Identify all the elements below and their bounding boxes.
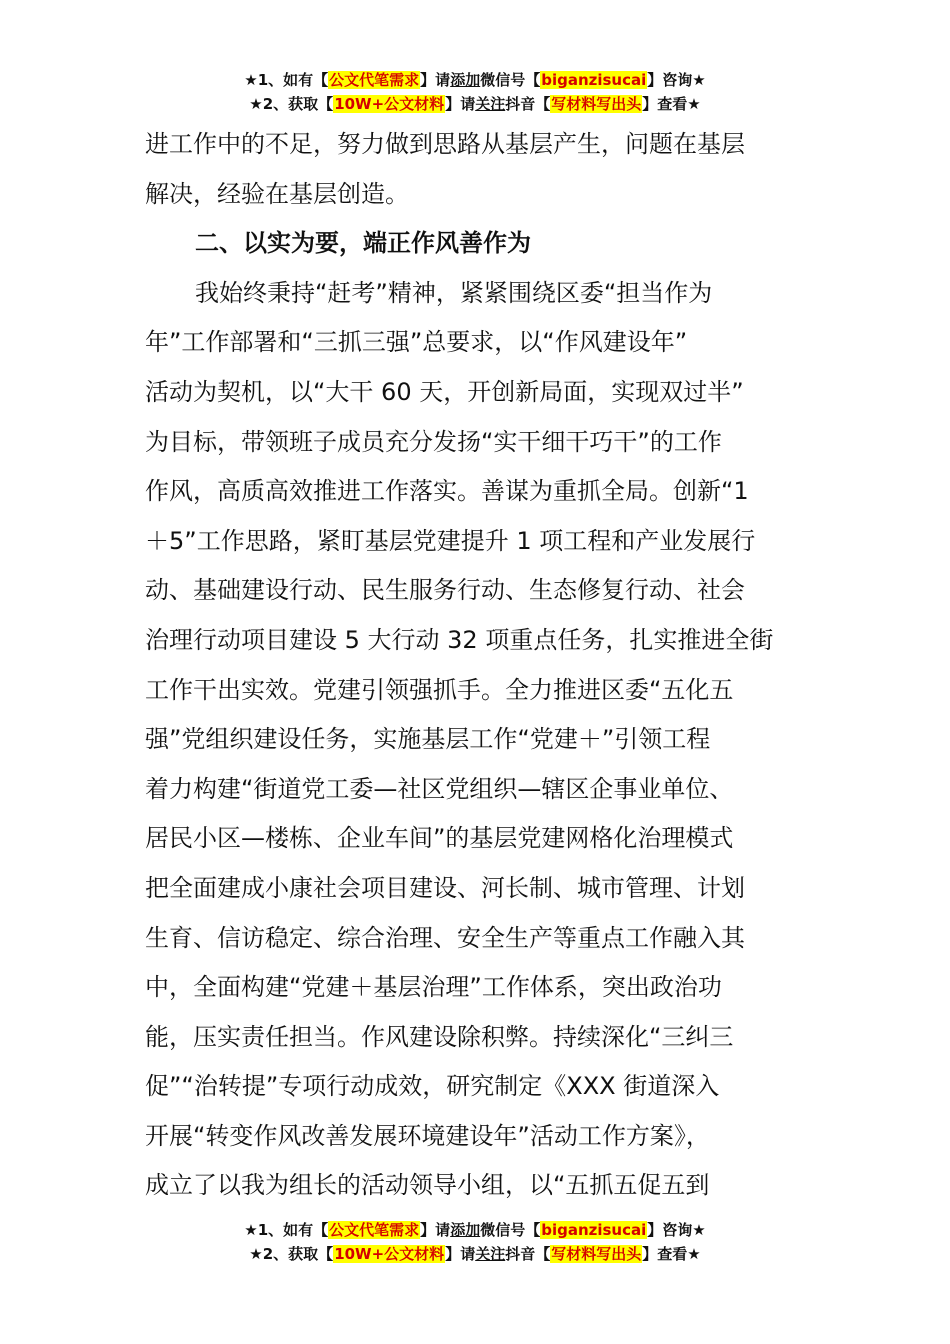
highlight-wechat-id: biganzisucai [541, 1221, 647, 1239]
banner-line-1 [0, 68, 950, 92]
paragraph-line: 把全面建成小康社会项目建设、河长制、城市管理、计划 [145, 873, 745, 902]
paragraph-line: 强”党组织建设任务，实施基层工作“党建＋”引领工程 [145, 725, 711, 754]
banner-line-1 [0, 1218, 950, 1242]
highlight-materials: 10W+公文材料 [334, 95, 445, 113]
section-heading: 二、以实为要，端正作风善作为 [195, 229, 531, 258]
paragraph-line: 活动为契机，以“大干 60 天，开创新局面，实现双过半” [145, 377, 744, 406]
document-body [145, 120, 810, 1211]
paragraph-line: 动、基础建设行动、民生服务行动、生态修复行动、社会 [145, 576, 745, 605]
banner-text: 】请 [445, 1245, 476, 1263]
banner-text: 】请 [445, 95, 476, 113]
banner-underline: 添加 [450, 1221, 481, 1239]
highlight-douyin: 写材料写出头 [551, 95, 642, 113]
paragraph-line: 生育、信访稳定、综合治理、安全生产等重点工作融入其 [145, 923, 745, 952]
banner-text: 】咨询★ [647, 71, 706, 89]
paragraph-line: 开展“转变作风改善发展环境建设年”活动工作方案》， [145, 1121, 710, 1150]
paragraph-line: ＋5”工作思路，紧盯基层党建提升 1 项工程和产业发展行 [145, 526, 756, 555]
banner-text: 】查看★ [642, 1245, 701, 1263]
paragraph-line: 工作干出实效。党建引领强抓手。全力推进区委“五化五 [145, 675, 734, 704]
highlight-douyin: 写材料写出头 [551, 1245, 642, 1263]
banner-underline: 关注 [475, 95, 506, 113]
banner-text: 】查看★ [642, 95, 701, 113]
paragraph-line: 能，压实责任担当。作风建设除积弊。持续深化“三纠三 [145, 1022, 734, 1051]
banner-text: 抖音【 [505, 1245, 551, 1263]
paragraph-line: 作风，高质高效推进工作落实。善谋为重抓全局。创新“1 [145, 477, 749, 506]
banner-line-2 [0, 1242, 950, 1266]
paragraph-line: 成立了以我为组长的活动领导小组，以“五抓五促五到 [145, 1171, 710, 1200]
paragraph-line: 年”工作部署和“三抓三强”总要求，以“作风建设年” [145, 328, 688, 357]
banner-text: ★1、如有【 [244, 1221, 329, 1239]
banner-text: 抖音【 [505, 95, 551, 113]
paragraph-line: 进工作中的不足，努力做到思路从基层产生，问题在基层 [145, 130, 745, 158]
paragraph-line: 促”“治转提”专项行动成效，研究制定《XXX 街道深入 [145, 1072, 720, 1101]
banner-text: 微信号【 [480, 1221, 541, 1239]
paragraph-line: 居民小区—楼栋、企业车间”的基层党建网格化治理模式 [145, 824, 734, 853]
banner-text: ★1、如有【 [244, 71, 329, 89]
paragraph-line: 为目标，带领班子成员充分发扬“实干细干巧干”的工作 [145, 427, 722, 456]
paragraph-line: 治理行动项目建设 5 大行动 32 项重点任务，扎实推进全街 [145, 625, 774, 654]
paragraph-line: 着力构建“街道党工委—社区党组织—辖区企事业单位、 [145, 774, 734, 803]
banner-text: ★2、获取【 [249, 95, 334, 113]
banner-text: ★2、获取【 [249, 1245, 334, 1263]
highlight-service: 公文代笔需求 [329, 1221, 420, 1239]
banner-line-2 [0, 92, 950, 116]
paragraph-line: 解决，经验在基层创造。 [145, 179, 409, 208]
banner-text: 】咨询★ [647, 1221, 706, 1239]
highlight-materials: 10W+公文材料 [334, 1245, 445, 1263]
paragraph-line: 中，全面构建“党建＋基层治理”工作体系，突出政治功 [145, 973, 722, 1002]
banner-text: 】请 [420, 71, 451, 89]
paragraph-line: 我始终秉持“赶考”精神，紧紧围绕区委“担当作为 [195, 278, 713, 307]
banner-text: 】请 [420, 1221, 451, 1239]
header-banner [0, 68, 950, 116]
highlight-service: 公文代笔需求 [329, 71, 420, 89]
banner-underline: 关注 [475, 1245, 506, 1263]
highlight-wechat-id: biganzisucai [541, 71, 647, 89]
banner-text: 微信号【 [480, 71, 541, 89]
banner-underline: 添加 [450, 71, 481, 89]
footer-banner [0, 1218, 950, 1266]
